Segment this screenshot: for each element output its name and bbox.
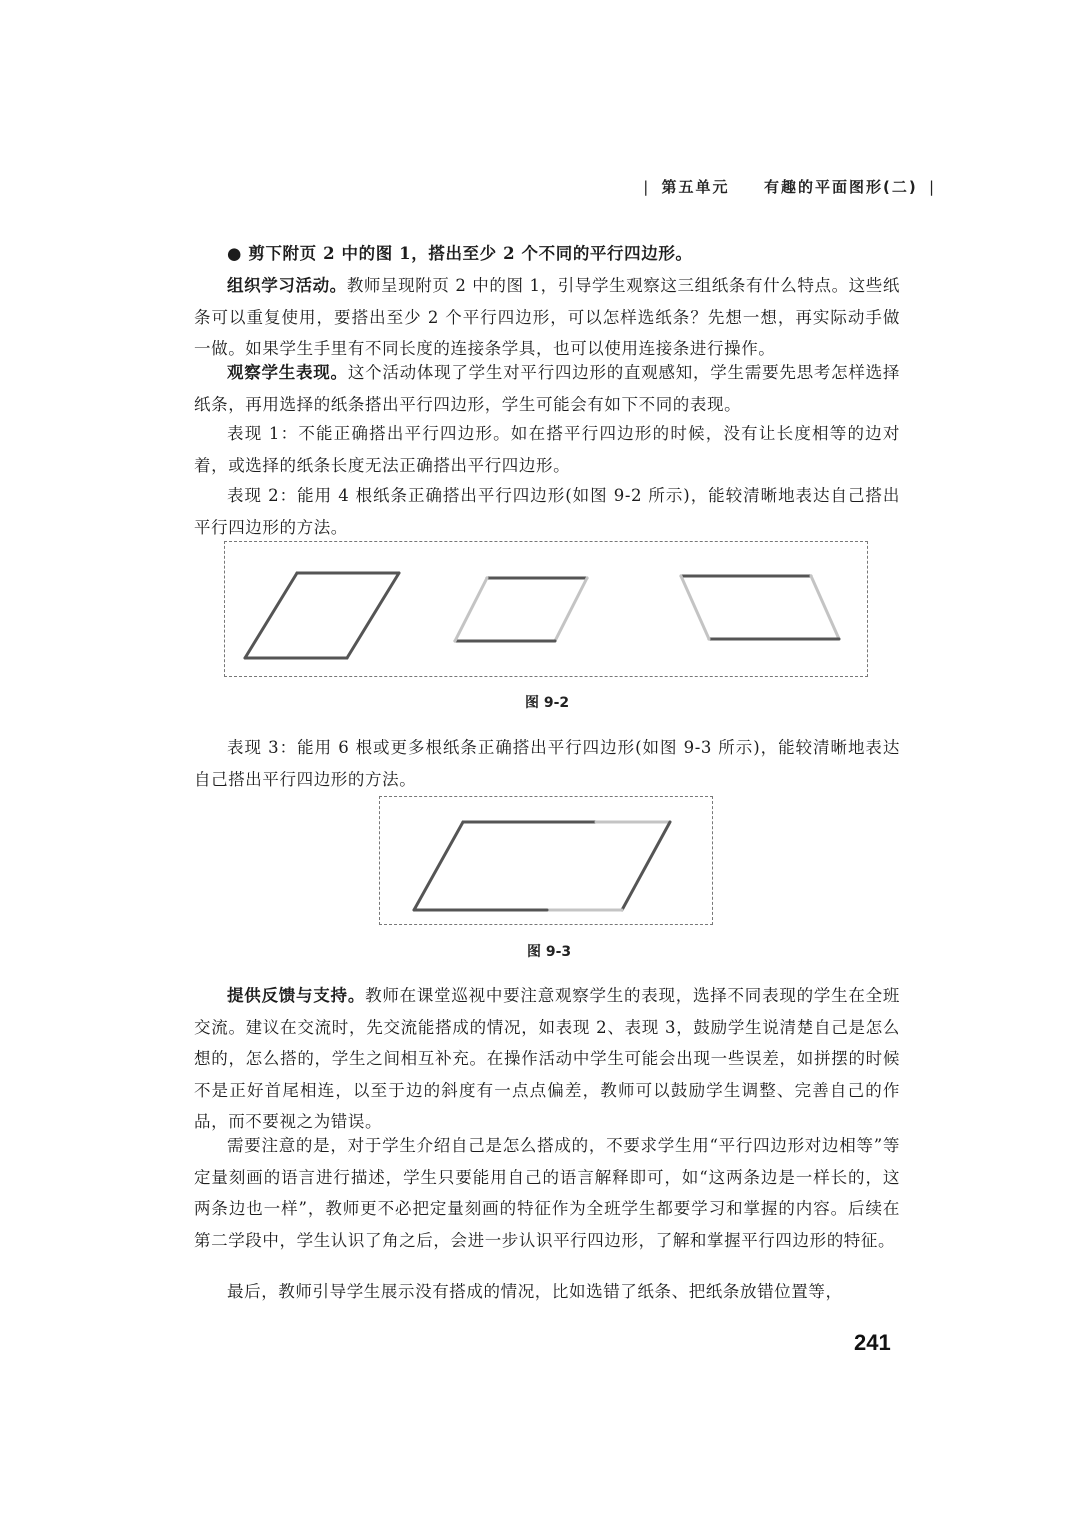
paragraph-lead: 提供反馈与支持。	[227, 986, 366, 1005]
paragraph-feedback	[194, 980, 900, 1138]
paragraph-body: 表现 1：不能正确搭出平行四边形。如在搭平行四边形的时候，没有让长度相等的边对着，或选择的纸条长度无法正确搭出平行四边形。	[194, 424, 900, 475]
strip-right	[347, 573, 399, 658]
figure-9-2-box	[224, 541, 868, 677]
figure-9-2-caption: 图 9-2	[525, 695, 570, 711]
header-divider-right: |	[928, 178, 936, 196]
paragraph-observe	[194, 357, 900, 420]
strip-left	[455, 578, 487, 641]
paragraph-body: 教师呈现附页 2 中的图 1，引导学生观察这三组纸条有什么特点。这些纸条可以重复使用，要搭出至少 2 个平行四边形，可以怎样选纸条？先想一想，再实际动手做一做。如果学生手里有不同长度的连接条学具，也可以使用连接条进行操作。	[194, 276, 901, 358]
paragraph-organize	[194, 270, 900, 365]
bullet-icon: ●	[227, 244, 242, 263]
strip-left	[681, 576, 709, 639]
header-divider: |	[643, 178, 651, 196]
figure-9-2	[225, 542, 869, 678]
paragraph-lead: 观察学生表现。	[227, 363, 348, 382]
parallelogram-dark	[245, 573, 399, 658]
paragraph-body: 教师在课堂巡视中要注意观察学生的表现，选择不同表现的学生在全班交流。建议在交流时，先交流能搭成的情况，如表现 2、表现 3，鼓励学生说清楚自己是怎么想的，怎么搭的，学生之间相互补充。在操作活动中学生可能会出现一些误差，如拼摆的时候不是正好首尾相连，以至于边的斜度有一点点偏差，教师可以鼓励学生调整、完善自己的作品，而不要视之为错误。	[194, 986, 900, 1131]
parallelogram-mixed-1	[455, 578, 587, 641]
paragraph-body: 这个活动体现了学生对平行四边形的直观感知，学生需要先思考怎样选择纸条，再用选择的纸条搭出平行四边形，学生可能会有如下不同的表现。	[194, 363, 900, 414]
strip-right	[811, 576, 839, 639]
running-header	[639, 176, 940, 197]
parallelogram-mixed-2	[681, 576, 839, 639]
strip-right	[555, 578, 587, 641]
parallelogram-six-strips	[414, 822, 670, 910]
header-title: 有趣的平面图形(二)	[763, 178, 918, 196]
strip-left	[414, 822, 463, 910]
paragraph-performance-1	[194, 418, 900, 481]
figure-9-3-box	[379, 796, 713, 925]
paragraph-final	[194, 1276, 900, 1308]
page-number: 241	[854, 1330, 891, 1355]
header-unit: 第五单元	[661, 178, 730, 196]
task-text: 剪下附页 2 中的图 1，搭出至少 2 个不同的平行四边形。	[248, 244, 693, 263]
paragraph-lead: 组织学习活动。	[227, 276, 347, 295]
paragraph-body: 表现 3：能用 6 根或更多根纸条正确搭出平行四边形(如图 9-3 所示)，能较清晰地表达自己搭出平行四边形的方法。	[194, 738, 900, 789]
paragraph-body: 最后，教师引导学生展示没有搭成的情况，比如选错了纸条、把纸条放错位置等，	[227, 1282, 843, 1301]
task-bullet	[194, 238, 900, 270]
strip-right	[622, 822, 670, 910]
paragraph-performance-3	[194, 732, 900, 795]
paragraph-note	[194, 1130, 900, 1256]
strip-left	[245, 573, 297, 658]
paragraph-body: 需要注意的是，对于学生介绍自己是怎么搭成的，不要求学生用“平行四边形对边相等”等定量刻画的语言进行描述，学生只要能用自己的语言解释即可，如“这两条边是一样长的，这两条边也一样”，教师更不必把定量刻画的特征作为全班学生都要学习和掌握的内容。后续在第二学段中，学生认识了角之后，会进一步认识平行四边形，了解和掌握平行四边形的特征。	[194, 1136, 900, 1250]
paragraph-body: 表现 2：能用 4 根纸条正确搭出平行四边形(如图 9-2 所示)，能较清晰地表达自己搭出平行四边形的方法。	[194, 486, 900, 537]
figure-9-3	[380, 797, 714, 926]
paragraph-performance-2	[194, 480, 900, 543]
figure-9-3-caption: 图 9-3	[527, 944, 572, 960]
